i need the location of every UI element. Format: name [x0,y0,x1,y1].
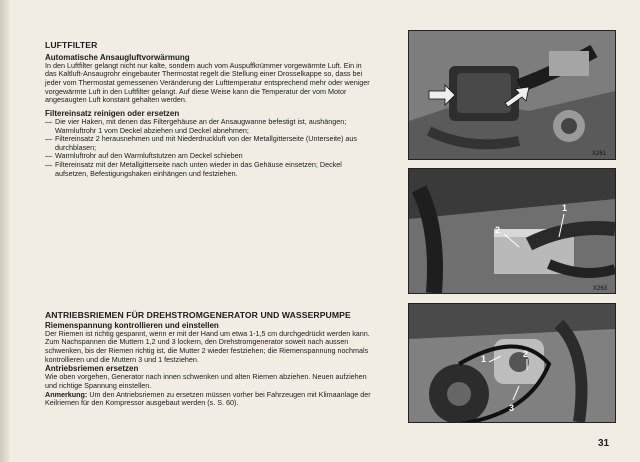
list-item: — Die vier Haken, mit denen das Filtergehäuse an der Ansaugwanne befestigt ist, aushängen; Warmluftrohr 1 vom Deckel abziehen und Deckel abnehmen; [45,118,375,135]
nachspannen-paragraph: Zum Nachspannen die Muttern 1,2 und 3 lockern, den Drehstromgenerator soweit nach aussen schwenken, bis der Riemen richtig ist, die Mutter 2 wieder festziehen; die Riemenspannung nochmals kontrollieren und die Muttern 3 und 1 festziehen. [45,337,369,364]
riemen-ersetzen-paragraph: Wie oben vorgehen, Generator nach innen schwenken und alten Riemen abziehen. Neuen aufziehen und richtige Spannung einstellen. [45,372,367,390]
filtereinsatz-heading: Filtereinsatz reinigen oder ersetzen [45,108,180,118]
riemen-ersetzen-heading: Antriebsriemen ersetzen [45,364,139,374]
page-fold-shadow [0,0,10,462]
list-item: — Filtereinsatz mit der Metallgitterseite nach unten wieder in das Gehäuse einsetzen; Deckel aufsetzen, Befestigungshaken einhängen und festziehen. [45,161,375,178]
luftfilter-section [45,41,375,178]
riemenspannung-paragraph: Der Riemen ist richtig gespannt, wenn er mit der Hand um etwa 1-1,5 cm durchgedrückt werden kann. [45,328,370,338]
callout-3: 3 [509,403,515,413]
filtereinsatz-steps [45,118,375,178]
callout-2: 2 [523,349,529,359]
anmerkung-text: Um den Antriebsriemen zu ersetzen müssen vorher bei Fahrzeugen mit Klimaanlage der Keilriemen für den Kompressor ausgebaut werden (s. S. 60). [45,389,371,408]
callout-2: 2 [495,225,501,235]
ansaugluft-paragraph: In den Luftfilter gelangt nicht nur kalte, sondern auch vom Auspuffkrümmer vorgewärmte Luft. Ein in das Kaltluft-Ansaugrohr eingebauter Thermostat regelt die Stellung einer Drosselkappe so, dass bei jeder vom Thermostat gemessenen Veränderung der Lufttemperatur entsprechend mehr oder weniger vorgewärmte Luft in den Luftfilter gelangt. Auf diese Weise kann die Temperatur der vom Motor angesaugten Luft konstant gehalten werden. [45,60,370,105]
luftfilter-title: LUFTFILTER [45,40,98,50]
filter-insert-photo [408,168,616,294]
riemenspannung-heading: Riemenspannung kontrollieren und einstellen [45,320,219,330]
page-number: 31 [598,438,610,449]
air-filter-photo [408,30,616,160]
anmerkung-note [45,391,375,408]
antriebsriemen-section [45,311,375,408]
alternator-belt-photo [408,303,616,423]
list-item: — Warmluftrohr auf den Warmluftstutzen am Deckel schieben [45,152,375,161]
figure-code-label: X261 [592,151,607,157]
antriebsriemen-title: ANTRIEBSRIEMEN FÜR DREHSTROMGENERATOR UND WASSERPUMPE [45,310,351,320]
ansaugluft-heading: Automatische Ansaugluftvorwärmung [45,52,190,62]
callout-1: 1 [481,354,487,364]
anmerkung-label: Anmerkung: [45,389,88,399]
figure-code-label: X263 [593,286,608,292]
list-item: — Filtereinsatz 2 herausnehmen und mit Niederdruckluft von der Metallgitterseite (Unterseite) aus durchblasen; [45,135,375,152]
callout-1: 1 [562,203,568,213]
